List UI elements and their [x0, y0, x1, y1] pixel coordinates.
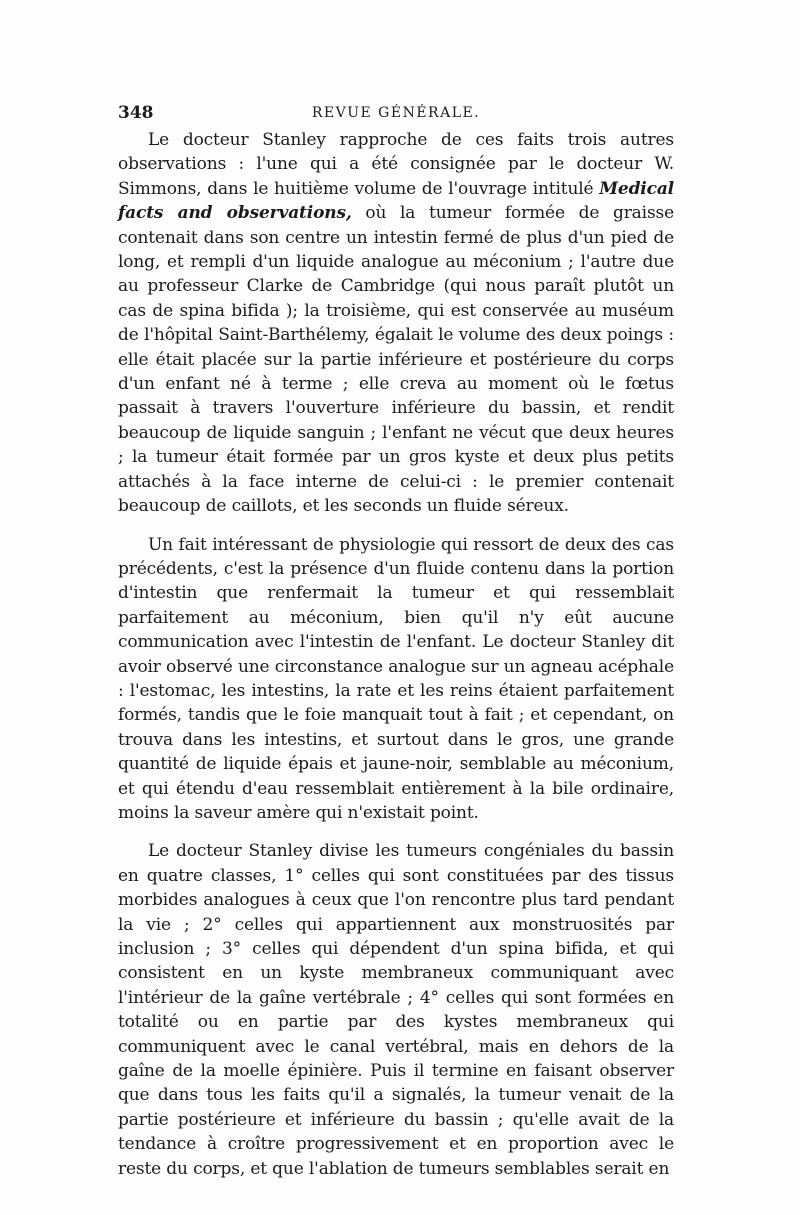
paragraph-1-text-after: où la tumeur formée de graisse contenait dans son centre un intestin fermé de plus d'un pied de long, et rempli d'un liquide analogue au méconium ; l'autre due au professeur Clarke de Cambridge (qui nous paraît plutôt un cas de spina bifida ); la troisième, qui est conservée au muséum de l'hôpital Saint-Barthélemy, égalait le volume des deux poings : elle était placée sur la partie inférieure et postérieure du corps d'un enfant né à terme ; elle creva au moment où le fœtus passait à travers l'ouverture inférieure du bassin, et rendit beaucoup de liquide sanguin ; l'enfant ne vécut que deux heures ; la tumeur était formée par un gros kyste et deux plus petits attachés à la face interne de celui-ci : le premier contenait beaucoup de caillots, et les seconds un fluide séreux.	[118, 203, 675, 517]
paragraph-1-text-before: Le docteur Stanley rapproche de ces faits trois autres observations : l'une qui a été consignée par le docteur W. Simmons, dans le huitième volume de l'ouvrage intitulé	[118, 130, 674, 199]
paragraph-3: Le docteur Stanley divise les tumeurs congéniales du bassin en quatre classes, 1° celles qui sont constituées par des tissus morbides analogues à ceux que l'on rencontre plus tard pendant la vie ; 2° celles qui appartiennent aux monstruosités par inclusion ; 3° celles qui dépendent d'un spina bifida, et qui consistent en un kyste membraneux communiquant avec l'intérieur de la gaîne vertébrale ; 4° celles qui sont formées en totalité ou en partie par des kystes membraneux qui communiquent avec le canal vertébral, mais en dehors de la gaîne de la moelle épinière. Puis il termine en faisant observer que dans tous les faits qu'il a signalés, la tumeur venait de la partie postérieure et inférieure du bassin ; qu'elle avait de la tendance à croître progressivement et en proportion avec le reste du corps, et que l'ablation de tumeurs semblables serait en	[118, 841, 674, 1179]
paragraph-2: Un fait intéressant de physiologie qui ressort de deux des cas précédents, c'est la présence d'un fluide contenu dans la portion d'intestin que renfermait la tumeur et qui ressemblait parfaitement au méconium, bien qu'il n'y eût aucune communication avec l'intestin de l'enfant. Le docteur Stanley dit avoir observé une circonstance analogue sur un agneau acéphale : l'estomac, les intestins, la rate et les reins étaient parfaitement formés, tandis que le foie manquait tout à fait ; et cependant, on trouva dans les intestins, et surtout dans le gros, une grande quantité de liquide épais et jaune-noir, semblable au méconium, et qui étendu d'eau ressemblait entièrement à la bile ordinaire, moins la saveur amère qui n'existait point.	[118, 534, 674, 823]
running-header	[118, 103, 674, 125]
journal-title: REVUE GÉNÉRALE.	[311, 105, 481, 121]
paragraph-1	[118, 128, 674, 519]
book-title-italic: Medical facts and observations,	[118, 178, 674, 224]
article-body	[118, 128, 674, 1181]
page-number: 348	[118, 103, 154, 123]
